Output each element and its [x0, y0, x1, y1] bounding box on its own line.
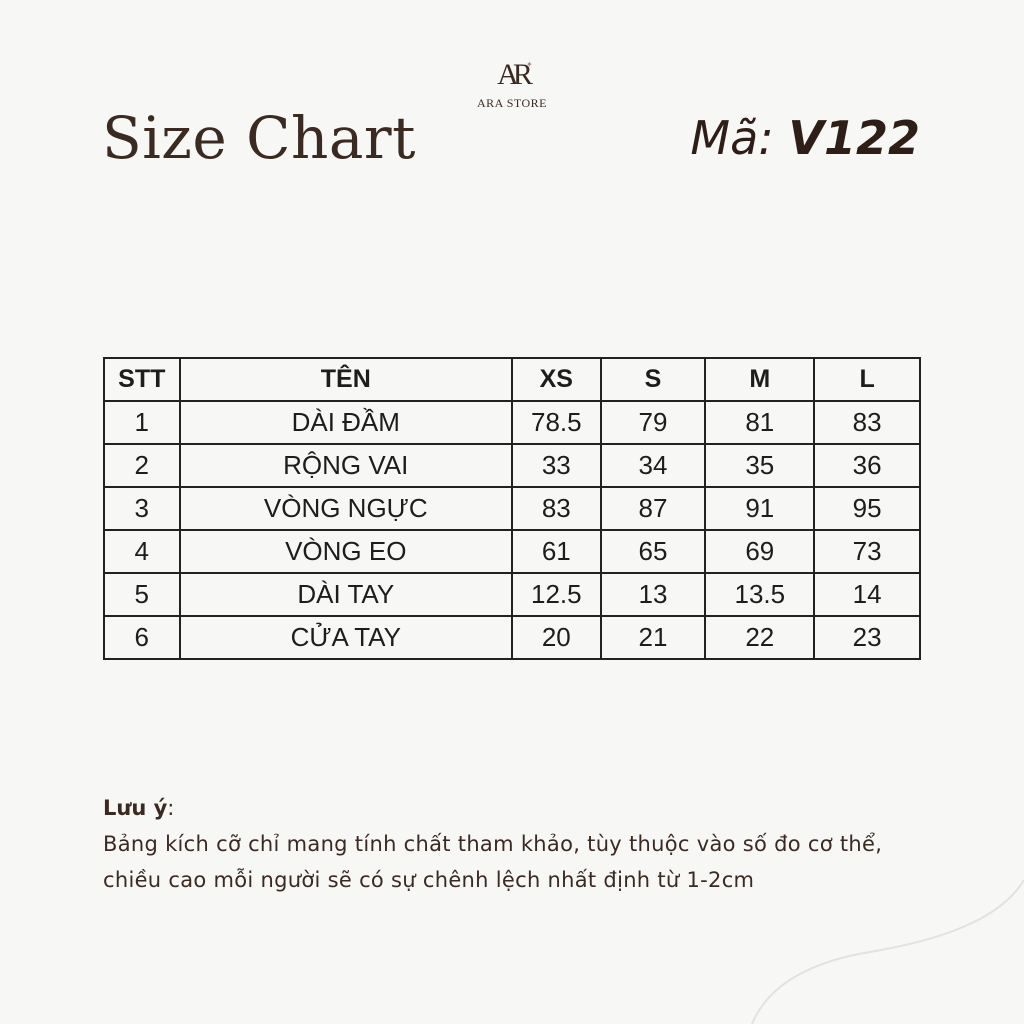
- cell-l: 23: [814, 616, 920, 659]
- cell-stt: 6: [104, 616, 180, 659]
- cell-m: 69: [705, 530, 814, 573]
- note-title: Lưu ý: [103, 796, 168, 820]
- brand-logo: [462, 58, 562, 111]
- cell-m: 13.5: [705, 573, 814, 616]
- cell-s: 65: [601, 530, 706, 573]
- cell-m: 81: [705, 401, 814, 444]
- cell-s: 13: [601, 573, 706, 616]
- header-name: TÊN: [180, 358, 512, 401]
- cell-m: 22: [705, 616, 814, 659]
- cell-name: VÒNG NGỰC: [180, 487, 512, 530]
- cell-stt: 4: [104, 530, 180, 573]
- cell-stt: 1: [104, 401, 180, 444]
- cell-stt: 3: [104, 487, 180, 530]
- cell-m: 35: [705, 444, 814, 487]
- note-section: [103, 790, 933, 898]
- cell-stt: 5: [104, 573, 180, 616]
- logo-mark: [462, 58, 562, 92]
- note-body: Bảng kích cỡ chỉ mang tính chất tham khảo, tùy thuộc vào số đo cơ thể, chiều cao mỗi người sẽ có sự chênh lệch nhất định từ 1-2cm: [103, 832, 883, 892]
- cell-l: 36: [814, 444, 920, 487]
- product-code: [690, 106, 920, 170]
- note-heading: [103, 790, 933, 826]
- size-table: [103, 357, 921, 660]
- cell-xs: 61: [512, 530, 601, 573]
- header-s: S: [601, 358, 706, 401]
- brand-name: ARA STORE: [477, 96, 547, 110]
- cell-l: 14: [814, 573, 920, 616]
- cell-s: 21: [601, 616, 706, 659]
- cell-l: 83: [814, 401, 920, 444]
- product-code-label: Mã:: [690, 111, 789, 165]
- cell-l: 73: [814, 530, 920, 573]
- cell-name: DÀI TAY: [180, 573, 512, 616]
- cell-name: VÒNG EO: [180, 530, 512, 573]
- cell-xs: 20: [512, 616, 601, 659]
- sparkle-icon: ✦: [526, 60, 533, 69]
- cell-xs: 83: [512, 487, 601, 530]
- cell-xs: 78.5: [512, 401, 601, 444]
- note-colon: :: [167, 796, 175, 820]
- table-row: [104, 401, 920, 444]
- header-xs: XS: [512, 358, 601, 401]
- header-stt: STT: [104, 358, 180, 401]
- page-title: Size Chart: [102, 104, 416, 172]
- cell-s: 87: [601, 487, 706, 530]
- table-row: [104, 573, 920, 616]
- cell-name: CỬA TAY: [180, 616, 512, 659]
- table-row: [104, 487, 920, 530]
- cell-xs: 33: [512, 444, 601, 487]
- product-code-value: V122: [788, 111, 920, 165]
- table-row: [104, 444, 920, 487]
- logo-mark-text: AR: [497, 58, 527, 91]
- cell-l: 95: [814, 487, 920, 530]
- cell-s: 34: [601, 444, 706, 487]
- table-row: [104, 616, 920, 659]
- cell-name: DÀI ĐẦM: [180, 401, 512, 444]
- cell-stt: 2: [104, 444, 180, 487]
- header-m: M: [705, 358, 814, 401]
- cell-name: RỘNG VAI: [180, 444, 512, 487]
- header-l: L: [814, 358, 920, 401]
- table-header-row: [104, 358, 920, 401]
- cell-xs: 12.5: [512, 573, 601, 616]
- cell-s: 79: [601, 401, 706, 444]
- table-row: [104, 530, 920, 573]
- cell-m: 91: [705, 487, 814, 530]
